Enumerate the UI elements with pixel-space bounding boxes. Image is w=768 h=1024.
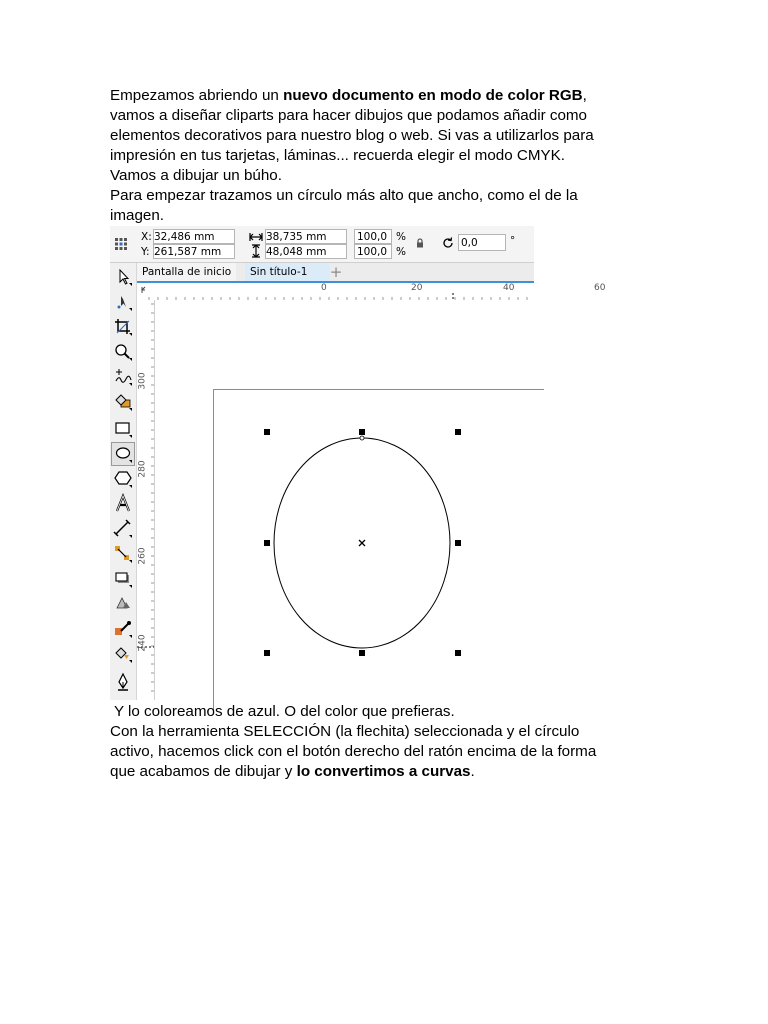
interactive-fill-icon xyxy=(112,643,134,665)
handle-top-right[interactable] xyxy=(455,429,461,435)
tab-welcome-screen[interactable]: Pantalla de inicio xyxy=(137,263,236,281)
scale-y-percent: % xyxy=(396,246,406,258)
y-position-field[interactable]: 261,587 mm xyxy=(153,244,235,259)
outro-paragraph xyxy=(110,702,670,782)
x-label: X: xyxy=(141,231,152,243)
drop-shadow-tool[interactable] xyxy=(112,568,134,590)
freehand-tool[interactable] xyxy=(112,366,134,388)
width-field[interactable]: 38,735 mm xyxy=(265,229,347,244)
smart-fill-icon xyxy=(112,391,134,413)
handle-middle-left[interactable] xyxy=(264,540,270,546)
text-tool[interactable] xyxy=(112,493,134,515)
center-x-marker xyxy=(359,540,365,546)
height-field[interactable]: 48,048 mm xyxy=(265,244,347,259)
intro-line-4: impresión en tus tarjetas, láminas... recuerda elegir el modo CMYK. xyxy=(110,147,565,164)
ellipse-tool[interactable] xyxy=(112,443,134,465)
handle-top-center[interactable] xyxy=(359,429,365,435)
ruler-h-0: 0 xyxy=(321,283,327,293)
scale-x-percent: % xyxy=(396,231,406,243)
rotate-icon xyxy=(441,236,455,250)
tab-untitled-document[interactable]: Sin título-1 xyxy=(245,263,330,281)
ruler-v-240: 240 xyxy=(137,634,148,652)
intro-line-7: imagen. xyxy=(110,207,165,224)
shape-tool[interactable] xyxy=(112,291,134,313)
transparency-tool[interactable] xyxy=(112,593,134,615)
crop-tool[interactable] xyxy=(112,316,134,338)
coreldraw-screenshot xyxy=(110,226,606,700)
outro-line-1: Y lo coloreamos de azul. O del color que prefieras. xyxy=(110,703,455,720)
interactive-fill-tool[interactable] xyxy=(112,643,134,665)
outline-pen-icon xyxy=(112,671,134,693)
outro-line-2: Con la herramienta SELECCIÓN (la flechita) seleccionada y el círculo xyxy=(110,723,580,740)
connector-tool[interactable] xyxy=(112,543,134,565)
dimension-icon xyxy=(112,518,134,540)
y-label: Y: xyxy=(141,246,150,258)
intro-line-5: Vamos a dibujar un búho. xyxy=(110,167,282,184)
scale-y-field[interactable]: 100,0 xyxy=(354,244,392,259)
handle-middle-right[interactable] xyxy=(455,540,461,546)
ellipse-selection[interactable] xyxy=(155,300,534,700)
polygon-tool[interactable] xyxy=(112,468,134,490)
intro-line-6: Para empezar trazamos un círculo más alto que ancho, como el de la xyxy=(110,187,578,204)
intro-bold-rgb: nuevo documento en modo de color RGB xyxy=(283,87,583,104)
document-tab-bar xyxy=(137,263,534,283)
outro-bold-curves: lo convertimos a curvas xyxy=(296,763,471,780)
handle-bottom-left[interactable] xyxy=(264,650,270,656)
outline-pen-tool[interactable] xyxy=(112,671,134,693)
handle-top-left[interactable] xyxy=(264,429,270,435)
handle-bottom-right[interactable] xyxy=(455,650,461,656)
text-icon xyxy=(112,493,134,515)
ruler-h-40: 40 xyxy=(503,283,515,293)
transparency-icon xyxy=(112,593,134,615)
zoom-tool[interactable] xyxy=(112,341,134,363)
width-icon xyxy=(249,232,263,242)
x-position-field[interactable]: 32,486 mm xyxy=(153,229,235,244)
ruler-v-260: 260 xyxy=(137,547,148,565)
scale-x-field[interactable]: 100,0 xyxy=(354,229,392,244)
outro-line-3: activo, hacemos click con el botón derecho del ratón encima de la forma xyxy=(110,743,597,760)
eyedropper-tool[interactable] xyxy=(112,618,134,640)
ruler-h-20: 20 xyxy=(411,283,423,293)
pick-tool[interactable] xyxy=(112,266,134,288)
degree-symbol: ° xyxy=(510,235,516,247)
lock-ratio-icon[interactable] xyxy=(415,238,425,248)
intro-line-2: vamos a diseñar cliparts para hacer dibujos que podamos añadir como xyxy=(110,107,587,124)
ruler-v-300: 300 xyxy=(137,372,148,390)
object-origin-icon[interactable] xyxy=(114,237,128,251)
height-icon xyxy=(251,244,261,258)
eyedropper-icon xyxy=(112,618,134,640)
drop-shadow-icon xyxy=(112,568,134,590)
zoom-icon xyxy=(112,341,134,363)
property-bar xyxy=(110,226,534,263)
polygon-icon xyxy=(112,468,134,490)
rotation-field[interactable]: 0,0 xyxy=(458,234,506,251)
ellipse-icon xyxy=(112,443,134,465)
rectangle-tool[interactable] xyxy=(112,418,134,440)
dimension-tool[interactable] xyxy=(112,518,134,540)
rectangle-icon xyxy=(112,418,134,440)
freehand-pick-icon xyxy=(112,291,134,313)
intro-line-3: elementos decorativos para nuestro blog o web. Si vas a utilizarlos para xyxy=(110,127,594,144)
intro-paragraph xyxy=(110,86,670,226)
pick-tool-icon xyxy=(112,266,134,288)
horizontal-ruler-ticks xyxy=(137,283,534,300)
drawing-canvas[interactable] xyxy=(155,300,534,700)
connector-icon xyxy=(112,543,134,565)
freehand-icon xyxy=(112,366,134,388)
add-tab-button[interactable]: + xyxy=(329,263,343,281)
vertical-ruler xyxy=(137,300,155,700)
outro-line-4: que acabamos de dibujar y lo convertimos a curvas. xyxy=(110,763,475,780)
handle-bottom-center[interactable] xyxy=(359,650,365,656)
ruler-h-60: 60 xyxy=(594,283,606,293)
horizontal-ruler xyxy=(137,283,606,301)
toolbox xyxy=(110,263,137,700)
ellipse-node[interactable] xyxy=(360,436,364,440)
intro-line-1: Empezamos abriendo un nuevo documento en modo de color RGB, xyxy=(110,87,587,104)
ruler-v-280: 280 xyxy=(137,460,148,478)
smart-fill-tool[interactable] xyxy=(112,391,134,413)
crop-icon xyxy=(112,316,134,338)
